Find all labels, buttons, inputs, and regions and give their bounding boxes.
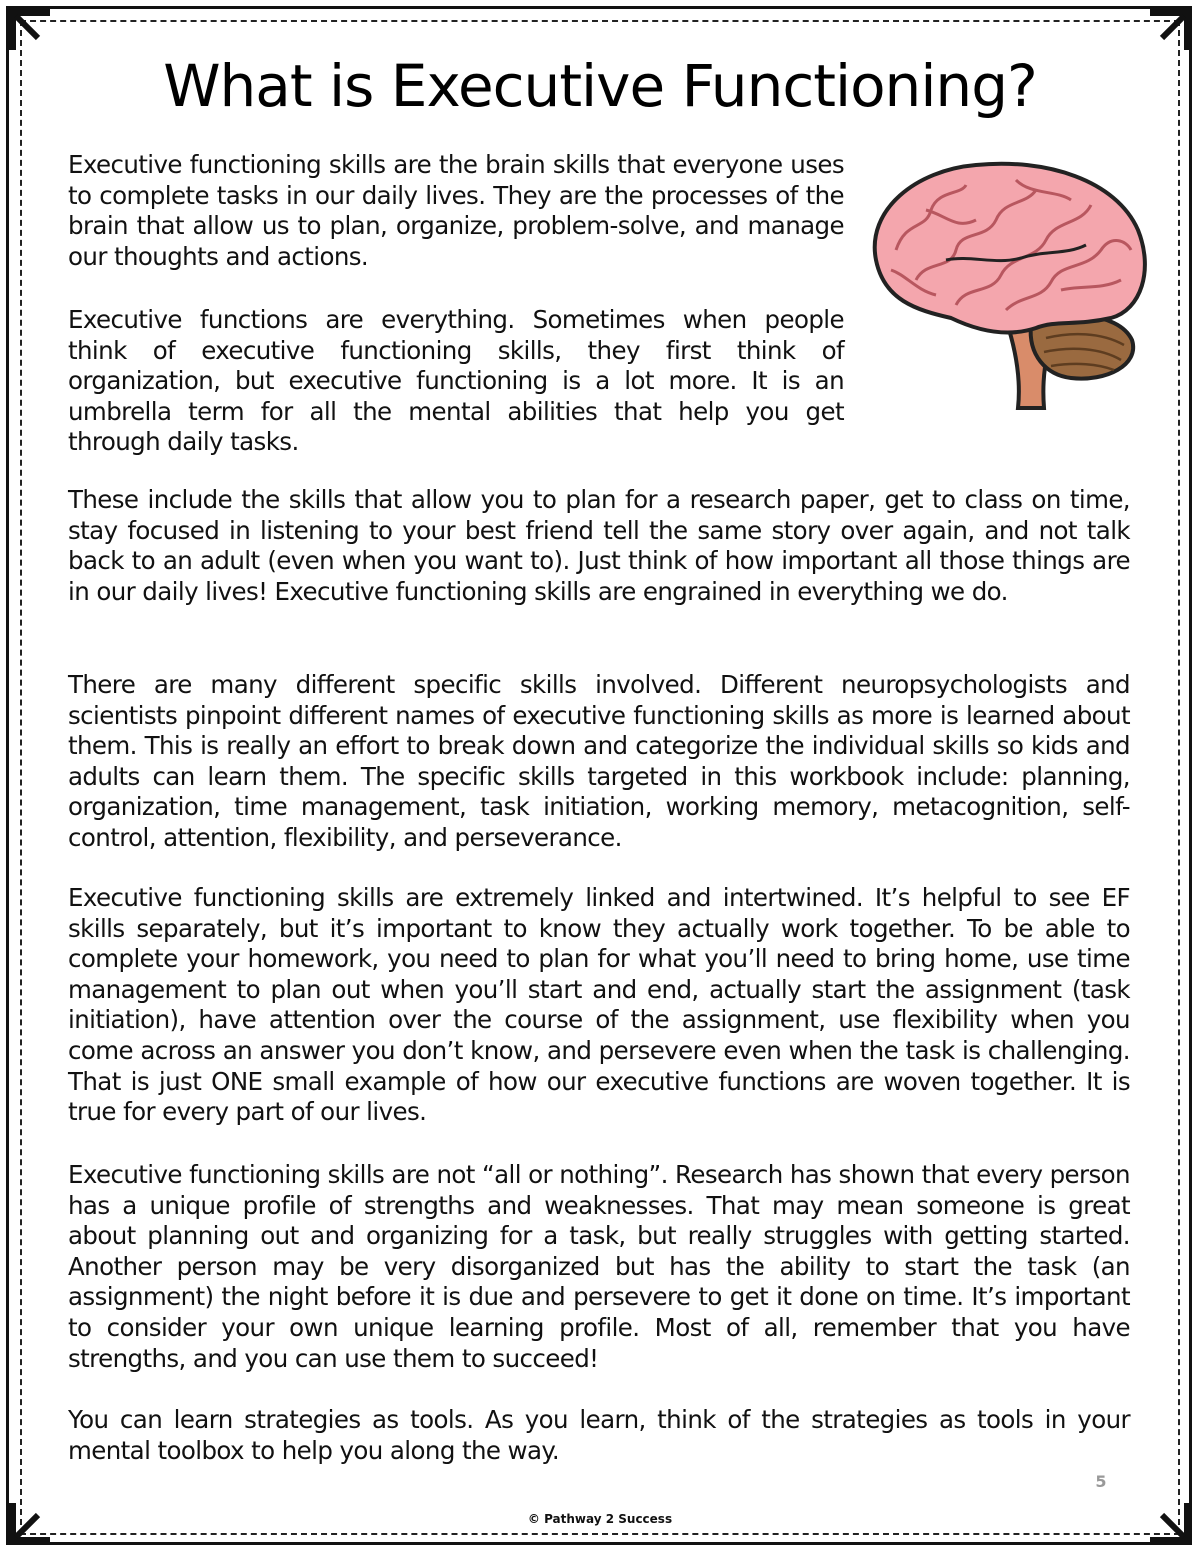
page-number: 5	[1095, 1472, 1107, 1491]
copyright-footer: © Pathway 2 Success	[527, 1512, 673, 1526]
page-title: What is Executive Functioning?	[163, 52, 1037, 120]
paragraph-5: Executive functioning skills are extremely linked and intertwined. It’s helpful to see EF skills separately, but it’s important to know they actually work together. To be able to complete your homework, you need to plan for what you’ll need to bring home, use time management to plan out when you’ll start and end, actually start the assignment (task initiation), have attention over the course of the assignment, use flexibility when you come across an answer you don’t know, and persevere even when the task is challenging. That is just ONE small example of how our executive functions are woven together. It is true for every part of our lives.	[68, 883, 1130, 1127]
brain-illustration-icon	[856, 150, 1156, 420]
paragraph-6: Executive functioning skills are not “all or nothing”. Research has shown that every person has a unique profile of strengths and weaknesses. That may mean someone is great about planning out and organizing for a task, but really struggles with getting started. Another person may be very disorganized but has the ability to start the task (an assignment) the night before it is due and persevere to get it done on time. It’s important to consider your own unique learning profile. Most of all, remember that you have strengths, and you can use them to succeed!	[68, 1160, 1130, 1373]
paragraph-7: You can learn strategies as tools. As you learn, think of the strategies as tools in your mental toolbox to help you along the way.	[68, 1405, 1130, 1465]
corner-ornament-icon	[1150, 8, 1192, 50]
paragraph-1: Executive functioning skills are the brain skills that everyone uses to complete tasks in our daily lives. They are the processes of the brain that allow us to plan, organize, problem-solve, and manage our thoughts and actions.	[68, 150, 844, 271]
paragraph-2: Executive functions are everything. Sometimes when people think of executive functioning skills, they first think of organization, but executive functioning is a lot more. It is an umbrella term for all the mental abilities that help you get through daily tasks.	[68, 305, 844, 457]
paragraph-3: These include the skills that allow you to plan for a research paper, get to class on time, stay focused in listening to your best friend tell the same story over again, and not talk back to an adult (even when you want to). Just think of how important all those things are in our daily lives! Executive functioning skills are engrained in everything we do.	[68, 485, 1130, 606]
paragraph-4: There are many different specific skills involved. Different neuropsychologists and scientists pinpoint different names of executive functioning skills as more is learned about them. This is really an effort to break down and categorize the individual skills so kids and adults can learn them. The specific skills targeted in this workbook include: planning, organization, time management, task initiation, working memory, metacognition, self-control, attention, flexibility, and perseverance.	[68, 670, 1130, 852]
corner-ornament-icon	[8, 8, 50, 50]
